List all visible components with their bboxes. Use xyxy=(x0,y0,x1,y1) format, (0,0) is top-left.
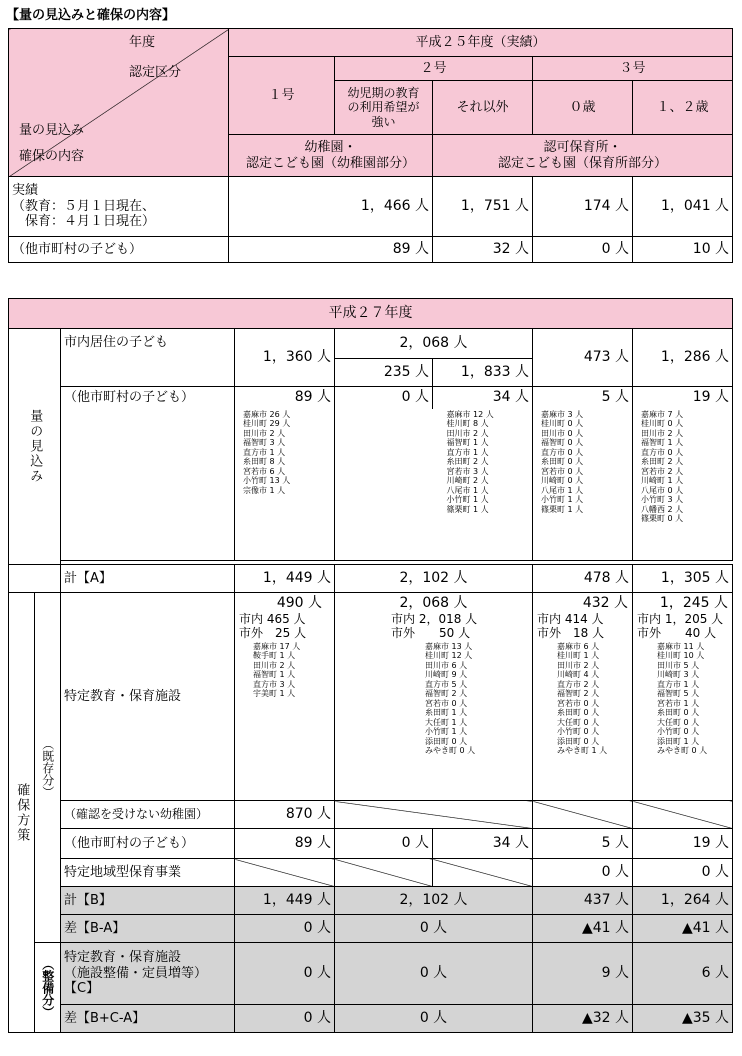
tokutei-2go xyxy=(335,593,533,801)
header-1go: １号 xyxy=(229,57,335,135)
header-2a: 幼児期の教育 の利用希望が 強い xyxy=(335,81,433,135)
seibi-1go: 0 人 xyxy=(235,943,335,1005)
tokutei-12sai-out: 市外 40 人 xyxy=(637,626,717,641)
tashi-breakdown-2b: 嘉麻市 12 人 桂川町 8 人 田川市 2 人 福智町 1 人 直方市 1 人 糸田町 2 人 宮若市 3 人 川崎町 2 人 八尾市 1 人 小竹町 1 人 篠栗町 1 人 xyxy=(433,409,533,561)
chiiki-2a-na xyxy=(335,859,433,887)
tokutei-12sai-in: 市内 1，205 人 xyxy=(637,611,724,626)
header-corner xyxy=(9,29,229,177)
tokutei-0sai-total: 432 人 xyxy=(582,595,628,611)
header-kubun: 認定区分 xyxy=(129,65,182,80)
shinai-2go: 2，068 人 xyxy=(335,329,533,359)
tokutei-2go-out: 市外 50 人 xyxy=(391,626,471,641)
shinai-0sai: 473 人 xyxy=(533,329,633,387)
kakunin-1go: 870 人 xyxy=(235,801,335,829)
other-0sai: 0 人 xyxy=(533,237,633,263)
tokutei-1go-in: 市内 465 人 xyxy=(239,611,306,626)
page-title: 【量の見込みと確保の内容】 xyxy=(6,8,176,23)
chiiki-label: 特定地域型保育事業 xyxy=(61,859,235,887)
header-yochien: 幼稚園・ 認定こども園（幼稚園部分） xyxy=(229,135,433,177)
shinai-12sai: 1，286 人 xyxy=(633,329,733,387)
header-3b: １、２歳 xyxy=(633,81,733,135)
header-hoikusho: 認可保育所・ 認定こども園（保育所部分） xyxy=(433,135,733,177)
kei-b-0sai: 437 人 xyxy=(533,887,633,915)
jisseki-0sai: 174 人 xyxy=(533,177,633,237)
tokutei-2go-breakdown: 嘉麻市 13 人 桂川町 12 人 田川市 6 人 川崎町 9 人 直方市 5 人 福智町 2 人 宮若市 0 人 糸田町 1 人 大任町 1 人 小竹町 1 人 添田町 0 人 みやき町 0 人 xyxy=(425,641,476,756)
tashi-1go: 89 人 xyxy=(235,387,335,409)
kakunin-2go-na xyxy=(335,801,533,829)
kei-a-1go: 1，449 人 xyxy=(235,565,335,593)
tokutei-12sai-total: 1，245 人 xyxy=(659,595,728,611)
other-1go: 89 人 xyxy=(229,237,433,263)
jisseki-label: 実績 （教育：５月１日現在、 保育：４月１日現在） xyxy=(9,177,229,237)
shinai-label: 市内居住の子ども xyxy=(61,329,235,387)
tashi-breakdown-1go: 嘉麻市 26 人 桂川町 29 人 田川市 2 人 福智町 3 人 直方市 1 人 糸田町 8 人 宮若市 6 人 小竹町 13 人 宗像市 1 人 xyxy=(235,409,335,561)
tokutei-2go-in: 市内 2，018 人 xyxy=(391,611,478,626)
other-label: （他市町村の子ども） xyxy=(9,237,229,263)
header-h25: 平成２５年度（実績） xyxy=(229,29,733,57)
tashi2-label: （他市町村の子ども） xyxy=(61,829,235,859)
tashi-2b: 34 人 xyxy=(433,387,533,409)
kakunin-0sai-na xyxy=(533,801,633,829)
tokutei-0sai-in: 市内 414 人 xyxy=(537,611,604,626)
tashi-12sai: 19 人 xyxy=(633,387,733,409)
tokutei-1go-out: 市外 25 人 xyxy=(239,626,307,641)
shinai-2a: 235 人 xyxy=(335,359,433,387)
chiiki-2b-na xyxy=(433,859,533,887)
header-h27: 平成２７年度 xyxy=(9,299,733,329)
section-mikomi: 量の見込み xyxy=(9,329,61,565)
kei-a-12sai: 1，305 人 xyxy=(633,565,733,593)
sa-ba-1go: 0 人 xyxy=(235,915,335,943)
jisseki-12sai: 1，041 人 xyxy=(633,177,733,237)
kei-b-1go: 1，449 人 xyxy=(235,887,335,915)
table-h25 xyxy=(8,28,733,263)
tokutei-0sai-out: 市外 18 人 xyxy=(537,626,605,641)
tashi-0sai: 5 人 xyxy=(533,387,633,409)
tokutei-label: 特定教育・保育施設 xyxy=(61,593,235,801)
seibi-0sai: 9 人 xyxy=(533,943,633,1005)
tokutei-12sai-breakdown: 嘉麻市 11 人 桂川町 10 人 田川市 5 人 川崎町 3 人 直方市 1 人 福智町 5 人 宮若市 1 人 糸田町 0 人 大任町 0 人 小竹町 0 人 添田町 1 人 みやき町 0 人 xyxy=(657,641,708,756)
kei-b-12sai: 1，264 人 xyxy=(633,887,733,915)
kei-b-label: 計【B】 xyxy=(61,887,235,915)
header-3a: ０歳 xyxy=(533,81,633,135)
tashi2-2a: 0 人 xyxy=(335,829,433,859)
jisseki-2go: 1，751 人 xyxy=(433,177,533,237)
other-2go: 32 人 xyxy=(433,237,533,263)
sa-ba-12sai: ▲41 人 xyxy=(633,915,733,943)
sa-ba-label: 差【B-A】 xyxy=(61,915,235,943)
tokutei-1go-total: 490 人 xyxy=(276,595,322,611)
other-12sai: 10 人 xyxy=(633,237,733,263)
kei-b-2go: 2，102 人 xyxy=(335,887,533,915)
kei-a-label: 計【A】 xyxy=(61,565,235,593)
chiiki-12sai: 0 人 xyxy=(633,859,733,887)
tashi-2a: 0 人 xyxy=(335,387,433,409)
chiiki-1go-na xyxy=(235,859,335,887)
header-mikomi: 量の見込み xyxy=(19,123,85,138)
shinai-1go: 1，360 人 xyxy=(235,329,335,387)
section-seibi: （整備分） xyxy=(35,943,61,1033)
header-kakuho: 確保の内容 xyxy=(19,149,85,164)
chiiki-0sai: 0 人 xyxy=(533,859,633,887)
tashi2-0sai: 5 人 xyxy=(533,829,633,859)
tokutei-0sai-breakdown: 嘉麻市 6 人 桂川町 1 人 田川市 2 人 川崎町 4 人 直方市 2 人 福智町 2 人 宮若市 0 人 糸田町 0 人 大任町 0 人 小竹町 0 人 添田町 0 人 みやき町 1 人 xyxy=(557,641,608,756)
tashi-breakdown-0sai: 嘉麻市 3 人 桂川町 0 人 田川市 0 人 福智町 0 人 直方市 0 人 糸田町 0 人 宮若市 0 人 川崎町 0 人 八尾市 1 人 小竹町 1 人 篠栗町 1 人 xyxy=(533,409,633,561)
seibi-12sai: 6 人 xyxy=(633,943,733,1005)
sa-bca-12sai: ▲35 人 xyxy=(633,1005,733,1033)
tashi-label: （他市町村の子ども） xyxy=(61,387,235,561)
section-kizon: （既存分） xyxy=(35,593,61,943)
kei-a-blank xyxy=(9,565,61,593)
kei-a-0sai: 478 人 xyxy=(533,565,633,593)
tashi-breakdown-2a xyxy=(335,409,433,561)
sa-ba-2go: 0 人 xyxy=(335,915,533,943)
sa-bca-0sai: ▲32 人 xyxy=(533,1005,633,1033)
shinai-2b: 1，833 人 xyxy=(433,359,533,387)
sa-bca-label: 差【B+C-A】 xyxy=(61,1005,235,1033)
sa-bca-1go: 0 人 xyxy=(235,1005,335,1033)
header-2go: ２号 xyxy=(335,57,533,81)
seibi-2go: 0 人 xyxy=(335,943,533,1005)
kakunin-12sai-na xyxy=(633,801,733,829)
seibi-label: 特定教育・保育施設 （施設整備・定員増等） 【C】 xyxy=(61,943,235,1005)
tashi2-2b: 34 人 xyxy=(433,829,533,859)
header-3go: ３号 xyxy=(533,57,733,81)
tokutei-1go xyxy=(235,593,335,801)
header-2b: それ以外 xyxy=(433,81,533,135)
tokutei-1go-breakdown: 嘉麻市 17 人 鞍手町 1 人 田川市 2 人 福智町 1 人 直方市 3 人 宇美町 1 人 xyxy=(253,641,301,699)
tokutei-2go-total: 2，068 人 xyxy=(399,595,468,611)
kei-a-2go: 2，102 人 xyxy=(335,565,533,593)
jisseki-1go: 1，466 人 xyxy=(229,177,433,237)
section-kakuho: 確保方策 xyxy=(9,593,35,1033)
tashi2-1go: 89 人 xyxy=(235,829,335,859)
tashi-breakdown-12sai: 嘉麻市 7 人 桂川町 0 人 田川市 2 人 福智町 1 人 直方市 0 人 糸田町 2 人 宮若市 2 人 川崎町 1 人 八尾市 0 人 小竹町 3 人 八幡西 2 人 篠栗町 0 人 xyxy=(633,409,733,561)
tashi2-12sai: 19 人 xyxy=(633,829,733,859)
sa-ba-0sai: ▲41 人 xyxy=(533,915,633,943)
tokutei-0sai xyxy=(533,593,633,801)
sa-bca-2go: 0 人 xyxy=(335,1005,533,1033)
tokutei-12sai xyxy=(633,593,733,801)
header-nendo: 年度 xyxy=(129,35,156,50)
kakunin-label: （確認を受けない幼稚園） xyxy=(61,801,235,829)
table-h27 xyxy=(8,298,733,1033)
